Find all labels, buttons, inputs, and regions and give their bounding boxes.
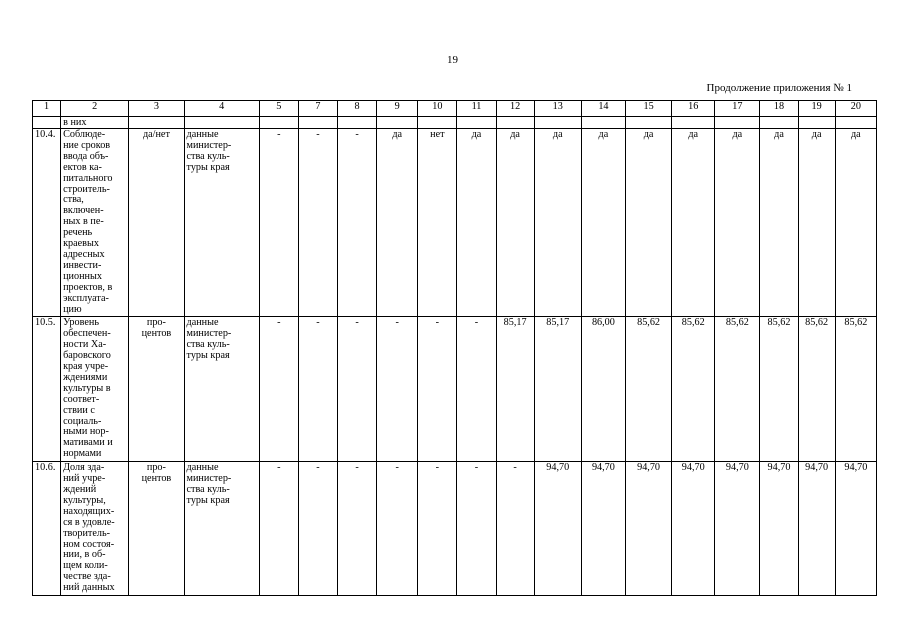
value-cell: 85,62 (798, 317, 835, 462)
column-header: 13 (534, 101, 581, 117)
column-header: 11 (457, 101, 496, 117)
column-header: 16 (672, 101, 715, 117)
page-number: 19 (447, 54, 458, 66)
data-source: данные министер- ства куль- туры края (184, 462, 259, 596)
table-row (33, 317, 877, 462)
subheader-empty-cell (298, 117, 337, 129)
value-cell: 85,62 (835, 317, 876, 462)
subheader-text: в них (61, 117, 129, 129)
subheader-empty-cell (457, 117, 496, 129)
value-cell: 85,62 (672, 317, 715, 462)
data-source: данные министер- ства куль- туры края (184, 129, 259, 317)
subheader-empty-cell (581, 117, 625, 129)
subheader-empty-cell (625, 117, 671, 129)
column-header: 15 (625, 101, 671, 117)
value-cell: - (418, 317, 457, 462)
value-cell: да (835, 129, 876, 317)
column-header: 7 (298, 101, 337, 117)
subheader-empty-cell (715, 117, 760, 129)
subheader-empty-cell (760, 117, 798, 129)
subheader-empty-cell (338, 117, 377, 129)
column-header: 12 (496, 101, 534, 117)
value-cell: 85,17 (496, 317, 534, 462)
value-cell: да (581, 129, 625, 317)
column-header: 8 (338, 101, 377, 117)
column-header: 10 (418, 101, 457, 117)
unit-of-measure: да/нет (129, 129, 184, 317)
value-cell: да (377, 129, 418, 317)
value-cell: 85,62 (715, 317, 760, 462)
column-header: 2 (61, 101, 129, 117)
value-cell: да (760, 129, 798, 317)
value-cell: нет (418, 129, 457, 317)
value-cell: да (534, 129, 581, 317)
column-header: 17 (715, 101, 760, 117)
subheader-empty-cell (534, 117, 581, 129)
value-cell: 85,62 (625, 317, 671, 462)
value-cell: - (259, 317, 298, 462)
value-cell: 94,70 (798, 462, 835, 596)
value-cell: - (338, 317, 377, 462)
value-cell: 86,00 (581, 317, 625, 462)
value-cell: да (715, 129, 760, 317)
value-cell: - (377, 317, 418, 462)
subheader-empty-cell (835, 117, 876, 129)
column-header: 9 (377, 101, 418, 117)
value-cell: 94,70 (835, 462, 876, 596)
value-cell: - (457, 462, 496, 596)
value-cell: - (298, 462, 337, 596)
value-cell: - (338, 462, 377, 596)
value-cell: да (457, 129, 496, 317)
value-cell: - (298, 129, 337, 317)
column-header: 1 (33, 101, 61, 117)
value-cell: да (798, 129, 835, 317)
value-cell: 94,70 (534, 462, 581, 596)
value-cell: да (672, 129, 715, 317)
subheader-empty-cell (377, 117, 418, 129)
table-row (33, 129, 877, 317)
indicators-table (32, 100, 877, 596)
subheader-row (33, 117, 877, 129)
row-number: 10.6. (33, 462, 61, 596)
row-number: 10.4. (33, 129, 61, 317)
value-cell: 85,62 (760, 317, 798, 462)
value-cell: 94,70 (581, 462, 625, 596)
indicator-name: Уровень обеспечен- ности Ха- баровского края учре- ждениями культуры в соответ- ствии с социаль- ными нор- мативами и нормами (61, 317, 129, 462)
header-row (33, 101, 877, 117)
value-cell: - (418, 462, 457, 596)
column-header: 19 (798, 101, 835, 117)
value-cell: да (625, 129, 671, 317)
value-cell: 94,70 (672, 462, 715, 596)
indicator-name: Соблюде- ние сроков ввода объ- ектов ка- питального строитель- ства, включен- ных в пе- речень краевых адресных инвести- ционных проектов, в эксплуата- цию (61, 129, 129, 317)
subheader-empty-cell (798, 117, 835, 129)
value-cell: 94,70 (760, 462, 798, 596)
subheader-empty-cell (33, 117, 61, 129)
table-row (33, 462, 877, 596)
subheader-empty-cell (129, 117, 184, 129)
column-header: 4 (184, 101, 259, 117)
subheader-empty-cell (259, 117, 298, 129)
indicator-name: Доля зда- ний учре- ждений культуры, находящих- ся в удовле- творитель- ном состоя- нии, в об- щем коли- честве зда- ний данных (61, 462, 129, 596)
appendix-continuation-label: Продолжение приложения № 1 (706, 82, 852, 94)
value-cell: 94,70 (715, 462, 760, 596)
unit-of-measure: про- центов (129, 317, 184, 462)
column-header: 18 (760, 101, 798, 117)
value-cell: - (338, 129, 377, 317)
value-cell: - (377, 462, 418, 596)
column-header: 3 (129, 101, 184, 117)
row-number: 10.5. (33, 317, 61, 462)
value-cell: да (496, 129, 534, 317)
value-cell: 85,17 (534, 317, 581, 462)
subheader-empty-cell (418, 117, 457, 129)
column-header: 20 (835, 101, 876, 117)
value-cell: 94,70 (625, 462, 671, 596)
value-cell: - (457, 317, 496, 462)
value-cell: - (496, 462, 534, 596)
subheader-empty-cell (184, 117, 259, 129)
subheader-empty-cell (496, 117, 534, 129)
value-cell: - (259, 129, 298, 317)
unit-of-measure: про- центов (129, 462, 184, 596)
column-header: 14 (581, 101, 625, 117)
value-cell: - (298, 317, 337, 462)
value-cell: - (259, 462, 298, 596)
column-header: 5 (259, 101, 298, 117)
subheader-empty-cell (672, 117, 715, 129)
data-source: данные министер- ства куль- туры края (184, 317, 259, 462)
